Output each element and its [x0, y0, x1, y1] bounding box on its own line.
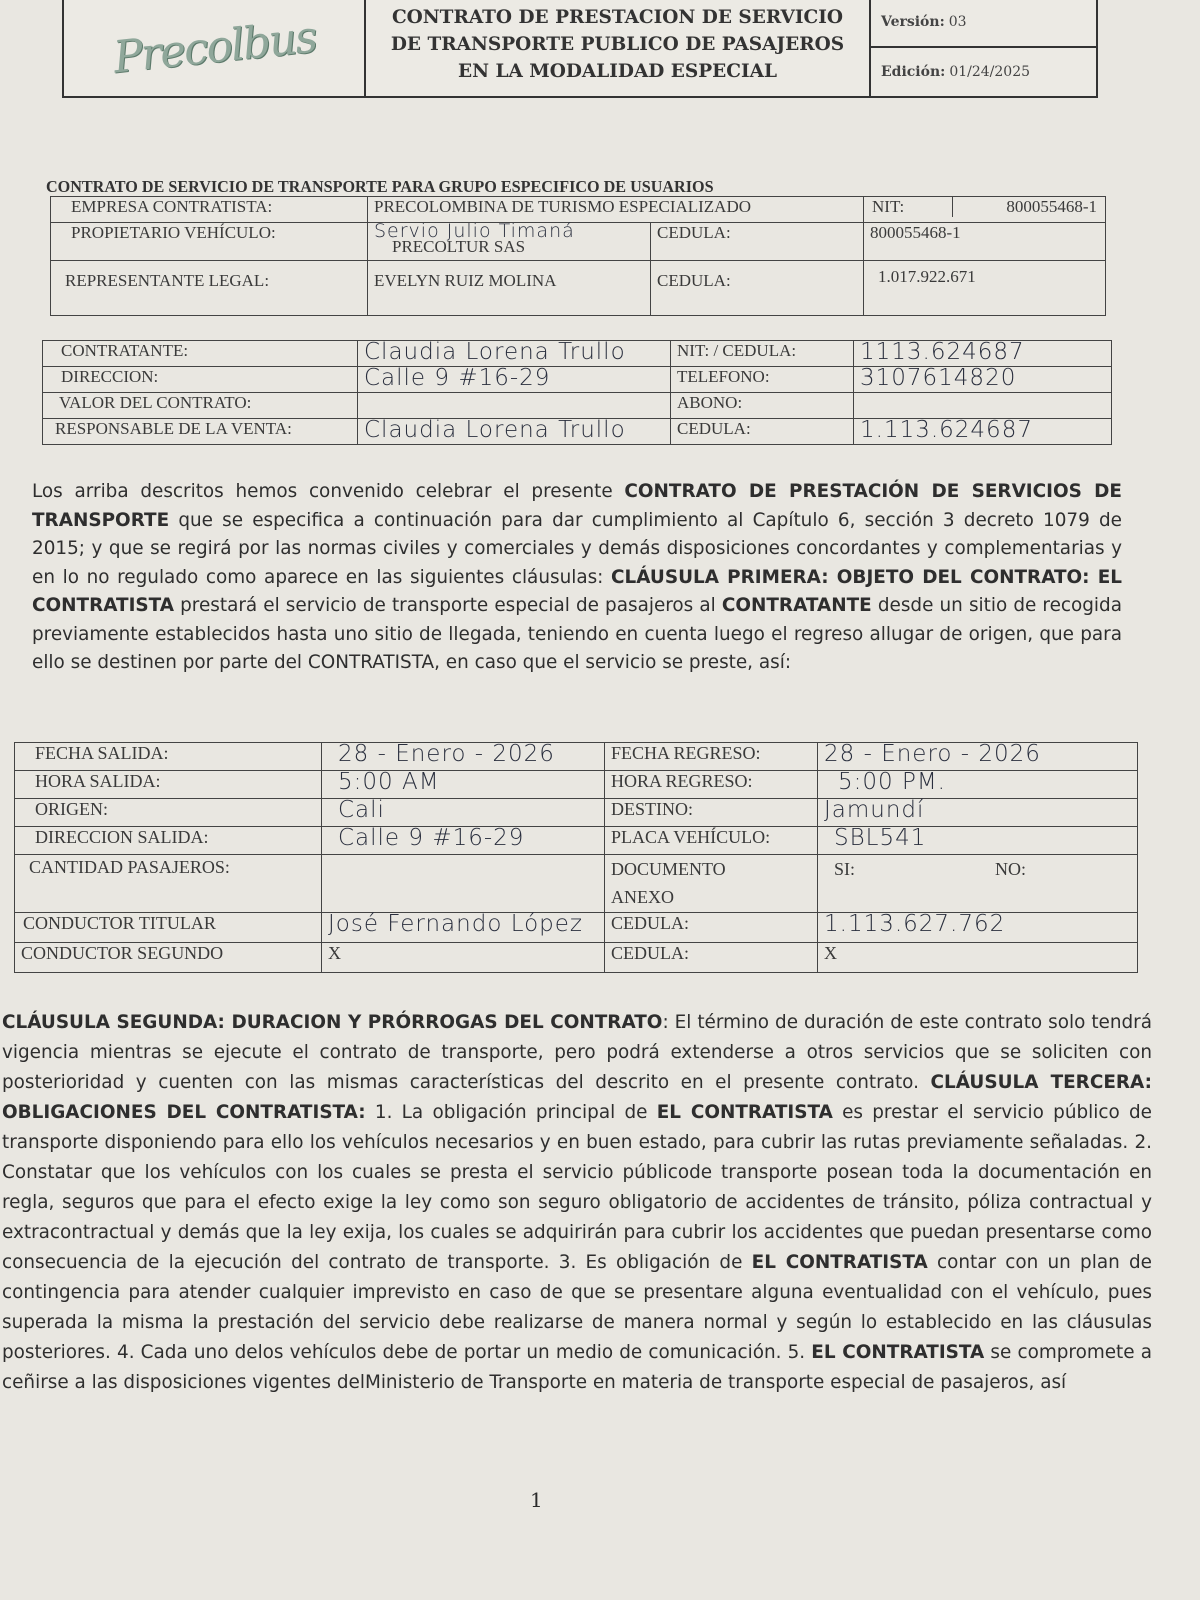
direccion-salida-label: DIRECCION SALIDA: [15, 827, 322, 855]
clauses-paragraph [2, 1008, 1152, 1398]
trip-table [14, 742, 1138, 973]
text-segment: : El término de duración de este contrato solo tendrá vigencia mientras se ejecute el contrato de transporte, pero podrá extenderse a otros servicios que se soliciten con posterioridad y cuenten con las mismas características del descrito en el presente contrato. [2, 1012, 1153, 1093]
title-line: EN LA MODALIDAD ESPECIAL [458, 61, 777, 82]
cantidad-pasajeros-value [322, 855, 605, 913]
destino-value: Jamundí [818, 799, 1138, 827]
valor-label: VALOR DEL CONTRATO: [43, 393, 358, 419]
contract-intro-paragraph [32, 478, 1122, 678]
fecha-regreso-value: 28 - Enero - 2026 [818, 743, 1138, 771]
contratante-value: Claudia Lorena Trullo [358, 341, 671, 367]
documento-label-line: ANEXO [611, 887, 674, 907]
empresa-value: PRECOLOMBINA DE TURISMO ESPECIALIZADO [368, 197, 864, 223]
bold-text-segment: CONTRATO DE PRESTACIÓN DE SERVICIOS DE TRANSPORTE [32, 481, 1122, 531]
text-segment: que se especifica a continuación para dar cumplimiento al Capítulo 6, sección 3 decreto 1079 de 2015; y que se regirá por las normas civiles y comerciales y demás disposiciones concordantes y complementarias y en lo no regulado como aparece en las siguientes cláusulas: [32, 509, 1122, 588]
direccion-salida-value: Calle 9 #16-29 [322, 827, 605, 855]
text-segment: 1. La obligación principal de [365, 1102, 657, 1123]
conductor-segundo-cedula-value: X [818, 943, 1138, 973]
representante-cedula-label: CEDULA: [651, 261, 864, 316]
hora-salida-label: HORA SALIDA: [15, 771, 322, 799]
bold-text-segment: EL CONTRATISTA [811, 1342, 985, 1363]
document-meta [869, 0, 1096, 96]
documento-anexo-label [605, 855, 818, 913]
direccion-value: Calle 9 #16-29 [358, 367, 671, 393]
document-header [62, 0, 1098, 98]
company-logo [64, 0, 364, 96]
fecha-salida-value: 28 - Enero - 2026 [322, 743, 605, 771]
version-row [871, 0, 1096, 48]
empresa-label: EMPRESA CONTRATISTA: [51, 197, 368, 223]
direccion-label: DIRECCION: [43, 367, 358, 393]
text-segment: prestará el servicio de transporte especial de pasajeros al [174, 595, 722, 616]
propietario-cell [368, 220, 651, 261]
page-number: 1 [530, 1488, 543, 1512]
text-segment: desde un sitio de recogida previamente establecidos hasta uno sitio de llegada, teniendo en cuenta luego el regreso allugar de origen, que para ello se destinen por parte del CONTRATISTA, en caso que el servicio se preste, así: [32, 595, 1122, 673]
conductor-segundo-value: X [322, 943, 605, 973]
fecha-salida-label: FECHA SALIDA: [15, 743, 322, 771]
company-table [50, 196, 1106, 316]
nit-cell [864, 197, 1106, 223]
bold-text-segment: CLÁUSULA SEGUNDA: DURACION Y PRÓRROGAS DEL CONTRATO [2, 1012, 663, 1033]
nit-cedula-value: 1113.624687 [854, 341, 1112, 367]
logo-text: Precolbus [110, 11, 318, 83]
hora-regreso-value: 5:00 PM. [818, 771, 1138, 799]
responsable-value: Claudia Lorena Trullo [358, 419, 671, 445]
responsable-label: RESPONSABLE DE LA VENTA: [43, 419, 358, 445]
edition-value: 01/24/2025 [949, 64, 1031, 80]
origen-value: Cali [322, 799, 605, 827]
nit-value: 800055468-1 [1006, 197, 1097, 216]
bold-text-segment: CLÁUSULA TERCERA: OBLIGACIONES DEL CONTRATISTA: [2, 1072, 1152, 1123]
client-table [42, 340, 1112, 445]
placa-label: PLACA VEHÍCULO: [605, 827, 818, 855]
conductor-titular-cedula-value: 1.113.627.762 [818, 913, 1138, 943]
nit-cedula-label: NIT: / CEDULA: [671, 341, 854, 367]
no-option[interactable]: NO: [995, 859, 1027, 879]
hora-regreso-label: HORA REGRESO: [605, 771, 818, 799]
bold-text-segment: EL CONTRATISTA [656, 1102, 833, 1123]
propietario-handwritten: Servio Julio Timaná [374, 220, 575, 242]
conductor-segundo-cedula-label: CEDULA: [605, 943, 818, 973]
origen-label: ORIGEN: [15, 799, 322, 827]
propietario-cedula-label: CEDULA: [651, 223, 864, 261]
bold-text-segment: CLÁUSULA PRIMERA: OBJETO DEL CONTRATO: EL CONTRATISTA [32, 566, 1123, 616]
telefono-label: TELEFONO: [671, 367, 854, 393]
responsable-cedula-label: CEDULA: [671, 419, 854, 445]
conductor-titular-cedula-label: CEDULA: [605, 913, 818, 943]
documento-label-line: DOCUMENTO [611, 859, 726, 879]
placa-value: SBL541 [818, 827, 1138, 855]
version-label: Versión: [881, 14, 945, 30]
bold-text-segment: CONTRATANTE [721, 595, 872, 616]
telefono-value: 3107614820 [854, 367, 1112, 393]
company-table-caption: CONTRATO DE SERVICIO DE TRANSPORTE PARA GRUPO ESPECIFICO DE USUARIOS [46, 177, 714, 196]
valor-value [358, 393, 671, 419]
title-line: CONTRATO DE PRESTACION DE SERVICIO [391, 7, 844, 28]
text-segment: Los arriba descritos hemos convenido celebrar el presente [32, 481, 625, 502]
title-line: DE TRANSPORTE PUBLICO DE PASAJEROS [390, 34, 845, 55]
bold-text-segment: EL CONTRATISTA [751, 1252, 928, 1273]
si-option[interactable]: SI: [834, 859, 856, 879]
text-segment: es prestar el servicio público de transporte disponiendo para ello los vehículos necesarios y en buen estado, para cubrir las rutas previamente señaladas. 2. Constatar que los vehículos con los cuales se presta el servicio públicode transporte posean toda la documentación en regla, seguros que para el efecto exige la ley como son seguro obligatorio de accidentes de tránsito, póliza contractual y extracontractual y demás que la ley exija, los cuales se adquirirán para cubrir los accidentes que puedan presentarse como consecuencia de la ejecución del contrato de transporte. 3. Es obligación de [2, 1102, 1152, 1273]
text-segment: se compromete a ceñirse a las disposiciones vigentes delMinisterio de Transporte en materia de transporte especial de pasajeros, así [2, 1342, 1152, 1393]
conductor-titular-label: CONDUCTOR TITULAR [15, 913, 322, 943]
contratante-label: CONTRATANTE: [43, 341, 358, 367]
fecha-regreso-label: FECHA REGRESO: [605, 743, 818, 771]
abono-value [854, 393, 1112, 419]
responsable-cedula-value: 1.113.624687 [854, 419, 1112, 445]
edition-label: Edición: [881, 64, 946, 80]
destino-label: DESTINO: [605, 799, 818, 827]
documento-anexo-options [818, 855, 1138, 913]
conductor-titular-value: José Fernando López [322, 913, 605, 943]
cantidad-pasajeros-label: CANTIDAD PASAJEROS: [15, 855, 322, 913]
representante-cedula-value: 1.017.922.671 [864, 261, 1106, 316]
propietario-value: PRECOLTUR SAS [392, 237, 526, 256]
propietario-cedula-value: 800055468-1 [864, 223, 1106, 261]
abono-label: ABONO: [671, 393, 854, 419]
text-segment: contar con un plan de contingencia para atender cualquier imprevisto en caso de que se presentare alguna eventualidad con el vehículo, pues superada la misma la prestación del servicio debe realizarse de manera normal y según lo establecido en las cláusulas posteriores. 4. Cada uno delos vehículos debe de portar un medio de comunicación. 5. [2, 1252, 1152, 1363]
representante-label: REPRESENTANTE LEGAL: [51, 261, 368, 316]
hora-salida-value: 5:00 AM [322, 771, 605, 799]
nit-label: NIT: [864, 197, 953, 217]
version-value: 03 [948, 14, 967, 30]
representante-value: EVELYN RUIZ MOLINA [368, 261, 651, 316]
document-title [364, 0, 869, 96]
conductor-segundo-label: CONDUCTOR SEGUNDO [15, 943, 322, 973]
propietario-label: PROPIETARIO VEHÍCULO: [51, 223, 368, 261]
edition-row [871, 48, 1096, 96]
